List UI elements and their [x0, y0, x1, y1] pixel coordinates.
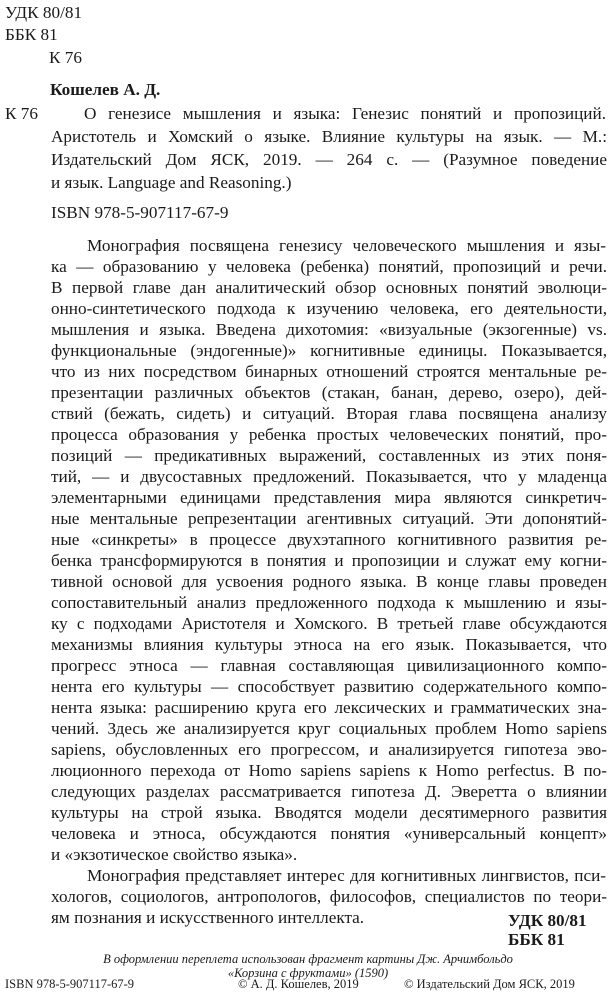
- abstract-line: ку с подходами Аристотеля и Хомского. В третьей главе обсуждаются: [51, 614, 607, 633]
- abstract-line: позиций — предикативных выражений, составленных из этих поня-: [51, 446, 607, 465]
- copyright-author: © А. Д. Кошелев, 2019: [238, 977, 359, 991]
- cover-credit-line: В оформлении переплета использован фрагмент картины Дж. Арчимбольдо: [103, 952, 513, 966]
- footer-bbk: ББК 81: [508, 930, 565, 949]
- abstract-line: процесса образования у ребенка простых человеческих понятий, про-: [51, 425, 607, 444]
- abstract-line: мышления и языка. Введена дихотомия: «визуальные (экзогенные) vs.: [51, 320, 607, 339]
- abstract-line: что из них посредством бинарных отношений строятся ментальные ре-: [51, 362, 607, 381]
- abstract-line: и «экзотическое свойство языка».: [51, 845, 298, 864]
- citation-mark: К 76: [5, 104, 38, 123]
- abstract-line: ные ментальные репрезентации агентивных ситуаций. Эти допонятий-: [51, 509, 607, 528]
- citation-line: Аристотель и Хомский о языке. Влияние культуры на язык. — М.:: [51, 127, 607, 146]
- bbk-code: ББК 81: [5, 25, 58, 44]
- abstract-line: Монография представляет интерес для когнитивных лингвистов, пси-: [87, 866, 606, 885]
- abstract-line: человека и этноса, обсуждаются понятия «универсальный концепт»: [51, 824, 607, 843]
- isbn: ISBN 978-5-907117-67-9: [51, 203, 229, 222]
- abstract-line: сопоставительный анализ предложенного подхода к мышлению и язы-: [51, 593, 607, 612]
- abstract-line: бенка трансформируются в понятия и пропозиции и служат ему когни-: [51, 551, 607, 570]
- abstract-line: ям познания и искусственного интеллекта.: [51, 908, 365, 927]
- abstract-line: sapiens, обусловленных его прогрессом, и анализируется гипотеза эво-: [51, 740, 607, 759]
- abstract-line: тий, — и двусоставных предложений. Показывается, что у младенца: [51, 467, 607, 486]
- abstract-line: элементарными единицами представления мира являются синкретич-: [51, 488, 607, 507]
- abstract-line: хологов, социологов, антропологов, философов, специалистов по теори-: [51, 887, 607, 906]
- abstract-line: тивной основой для усвоения родного языка. В конце главы проведен: [51, 572, 607, 591]
- abstract-line: нента языка: расширению круга его лексических и грамматических зна-: [51, 698, 607, 717]
- cover-credit-title: «Корзина с фруктами» (1590): [227, 966, 389, 980]
- abstract-line: прогресс этноса — главная составляющая цивилизационного компо-: [51, 656, 607, 675]
- author-mark: К 76: [49, 48, 82, 67]
- citation-line: и язык. Language and Reasoning.): [51, 173, 292, 192]
- abstract-line: механизмы влияния культуры этноса на его язык. Показывается, что: [51, 635, 607, 654]
- abstract-line: презентации различных объектов (стакан, банан, дерево, озеро), дей-: [51, 383, 607, 402]
- abstract-line: ка — образованию у человека (ребенка) понятий, пропозиций и речи.: [51, 257, 607, 276]
- abstract-line: чений. Здесь же анализируется круг социальных проблем Homo sapiens: [51, 719, 607, 738]
- abstract-line: функциональные (эндогенные)» когнитивные единицы. Показывается,: [51, 341, 607, 360]
- copyright-publisher: © Издательский Дом ЯСК, 2019: [404, 977, 575, 991]
- citation-line: О генезисе мышления и языка: Генезис понятий и пропозиций.: [84, 104, 606, 123]
- abstract-line: следующих разделах рассматривается гипотеза Д. Эверетта о влиянии: [51, 782, 607, 801]
- author-name: Кошелев А. Д.: [50, 80, 161, 99]
- footer-udk: УДК 80/81: [508, 911, 587, 930]
- abstract-line: культуры на строй языка. Вводятся модели десятимерного развития: [51, 803, 607, 822]
- udk-code: УДК 80/81: [5, 3, 83, 22]
- abstract-line: ные «синкреты» в процессе двухэтапного когнитивного развития ре-: [51, 530, 607, 549]
- isbn-bottom: ISBN 978-5-907117-67-9: [5, 977, 135, 991]
- abstract-line: нента его культуры — способствует развитию содержательного компо-: [51, 677, 607, 696]
- citation-line: Издательский Дом ЯСК, 2019. — 264 с. — (Разумное поведение: [51, 150, 607, 169]
- abstract-line: В первой главе дан аналитический обзор основных понятий эволюци-: [51, 278, 607, 297]
- abstract-line: Монография посвящена генезису человеческого мышления и язы-: [87, 236, 606, 255]
- abstract-line: онно-синтетического подхода к изучению человека, его деятельности,: [51, 299, 607, 318]
- abstract-line: ствий (бежать, сидеть) и ситуаций. Вторая глава посвящена анализу: [51, 404, 607, 423]
- abstract-line: люционного перехода от Homo sapiens sapiens к Homo perfectus. В по-: [51, 761, 607, 780]
